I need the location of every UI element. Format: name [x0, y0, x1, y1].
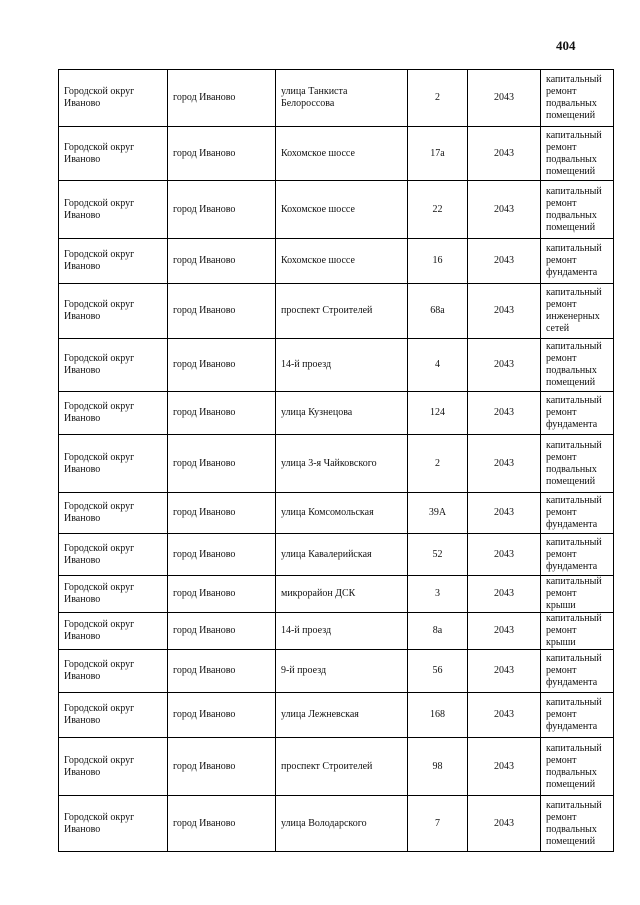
settlement-cell: город Иваново	[168, 493, 276, 534]
table-row	[59, 127, 614, 181]
settlement-cell: город Иваново	[168, 181, 276, 239]
work-type-cell: капитальный ремонт фундамента	[541, 239, 614, 284]
year-cell: 2043	[468, 284, 541, 339]
table-row	[59, 70, 614, 127]
house-cell: 17а	[408, 127, 468, 181]
street-cell: проспект Строителей	[276, 738, 408, 796]
table-row	[59, 613, 614, 650]
street-cell: 14-й проезд	[276, 339, 408, 392]
settlement-cell: город Иваново	[168, 284, 276, 339]
municipality-cell: Городской округ Иваново	[59, 796, 168, 852]
house-cell: 68а	[408, 284, 468, 339]
municipality-cell: Городской округ Иваново	[59, 181, 168, 239]
year-cell: 2043	[468, 70, 541, 127]
table-row	[59, 493, 614, 534]
street-cell: улица Лежневская	[276, 693, 408, 738]
year-cell: 2043	[468, 613, 541, 650]
municipality-cell: Городской округ Иваново	[59, 339, 168, 392]
repair-schedule-table	[58, 69, 614, 852]
street-cell: микрорайон ДСК	[276, 576, 408, 613]
municipality-cell: Городской округ Иваново	[59, 613, 168, 650]
street-cell: улица Кузнецова	[276, 392, 408, 435]
house-cell: 98	[408, 738, 468, 796]
year-cell: 2043	[468, 339, 541, 392]
settlement-cell: город Иваново	[168, 796, 276, 852]
municipality-cell: Городской округ Иваново	[59, 534, 168, 576]
municipality-cell: Городской округ Иваново	[59, 435, 168, 493]
municipality-cell: Городской округ Иваново	[59, 127, 168, 181]
year-cell: 2043	[468, 576, 541, 613]
municipality-cell: Городской округ Иваново	[59, 239, 168, 284]
year-cell: 2043	[468, 239, 541, 284]
work-type-cell: капитальный ремонт подвальных помещений	[541, 738, 614, 796]
house-cell: 124	[408, 392, 468, 435]
house-cell: 7	[408, 796, 468, 852]
settlement-cell: город Иваново	[168, 650, 276, 693]
work-type-cell: капитальный ремонт подвальных помещений	[541, 181, 614, 239]
table-row	[59, 339, 614, 392]
street-cell: 14-й проезд	[276, 613, 408, 650]
house-cell: 2	[408, 435, 468, 493]
settlement-cell: город Иваново	[168, 534, 276, 576]
work-type-cell: капитальный ремонт подвальных помещений	[541, 127, 614, 181]
street-cell: проспект Строителей	[276, 284, 408, 339]
table-row	[59, 650, 614, 693]
house-cell: 22	[408, 181, 468, 239]
work-type-cell: капитальный ремонт инженерных сетей	[541, 284, 614, 339]
street-cell: Кохомское шоссе	[276, 239, 408, 284]
table-row	[59, 576, 614, 613]
municipality-cell: Городской округ Иваново	[59, 650, 168, 693]
settlement-cell: город Иваново	[168, 127, 276, 181]
table-row	[59, 239, 614, 284]
street-cell: Кохомское шоссе	[276, 181, 408, 239]
house-cell: 56	[408, 650, 468, 693]
municipality-cell: Городской округ Иваново	[59, 738, 168, 796]
work-type-cell: капитальный ремонт подвальных помещений	[541, 70, 614, 127]
settlement-cell: город Иваново	[168, 70, 276, 127]
work-type-cell: капитальный ремонт крыши	[541, 613, 614, 650]
municipality-cell: Городской округ Иваново	[59, 392, 168, 435]
house-cell: 2	[408, 70, 468, 127]
street-cell: 9-й проезд	[276, 650, 408, 693]
street-cell: Кохомское шоссе	[276, 127, 408, 181]
street-cell: улица 3-я Чайковского	[276, 435, 408, 493]
table-row	[59, 435, 614, 493]
work-type-cell: капитальный ремонт фундамента	[541, 392, 614, 435]
year-cell: 2043	[468, 534, 541, 576]
work-type-cell: капитальный ремонт фундамента	[541, 493, 614, 534]
house-cell: 3	[408, 576, 468, 613]
settlement-cell: город Иваново	[168, 613, 276, 650]
street-cell: улица Комсомольская	[276, 493, 408, 534]
house-cell: 16	[408, 239, 468, 284]
table-row	[59, 181, 614, 239]
municipality-cell: Городской округ Иваново	[59, 284, 168, 339]
street-cell: улица Кавалерийская	[276, 534, 408, 576]
table-row	[59, 796, 614, 852]
settlement-cell: город Иваново	[168, 693, 276, 738]
work-type-cell: капитальный ремонт крыши	[541, 576, 614, 613]
settlement-cell: город Иваново	[168, 576, 276, 613]
year-cell: 2043	[468, 693, 541, 738]
work-type-cell: капитальный ремонт подвальных помещений	[541, 796, 614, 852]
table-row	[59, 738, 614, 796]
house-cell: 8а	[408, 613, 468, 650]
house-cell: 52	[408, 534, 468, 576]
municipality-cell: Городской округ Иваново	[59, 693, 168, 738]
municipality-cell: Городской округ Иваново	[59, 70, 168, 127]
settlement-cell: город Иваново	[168, 435, 276, 493]
year-cell: 2043	[468, 650, 541, 693]
house-cell: 39А	[408, 493, 468, 534]
street-cell: улица Володарского	[276, 796, 408, 852]
year-cell: 2043	[468, 127, 541, 181]
work-type-cell: капитальный ремонт подвальных помещений	[541, 339, 614, 392]
table-row	[59, 284, 614, 339]
municipality-cell: Городской округ Иваново	[59, 493, 168, 534]
year-cell: 2043	[468, 181, 541, 239]
table-row	[59, 392, 614, 435]
table-row	[59, 693, 614, 738]
work-type-cell: капитальный ремонт фундамента	[541, 534, 614, 576]
year-cell: 2043	[468, 738, 541, 796]
year-cell: 2043	[468, 392, 541, 435]
page-number: 404	[556, 38, 576, 53]
work-type-cell: капитальный ремонт фундамента	[541, 650, 614, 693]
settlement-cell: город Иваново	[168, 339, 276, 392]
work-type-cell: капитальный ремонт фундамента	[541, 693, 614, 738]
settlement-cell: город Иваново	[168, 239, 276, 284]
year-cell: 2043	[468, 435, 541, 493]
house-cell: 168	[408, 693, 468, 738]
settlement-cell: город Иваново	[168, 738, 276, 796]
municipality-cell: Городской округ Иваново	[59, 576, 168, 613]
house-cell: 4	[408, 339, 468, 392]
table-row	[59, 534, 614, 576]
work-type-cell: капитальный ремонт подвальных помещений	[541, 435, 614, 493]
year-cell: 2043	[468, 493, 541, 534]
year-cell: 2043	[468, 796, 541, 852]
settlement-cell: город Иваново	[168, 392, 276, 435]
street-cell: улица Танкиста Белороссова	[276, 70, 408, 127]
